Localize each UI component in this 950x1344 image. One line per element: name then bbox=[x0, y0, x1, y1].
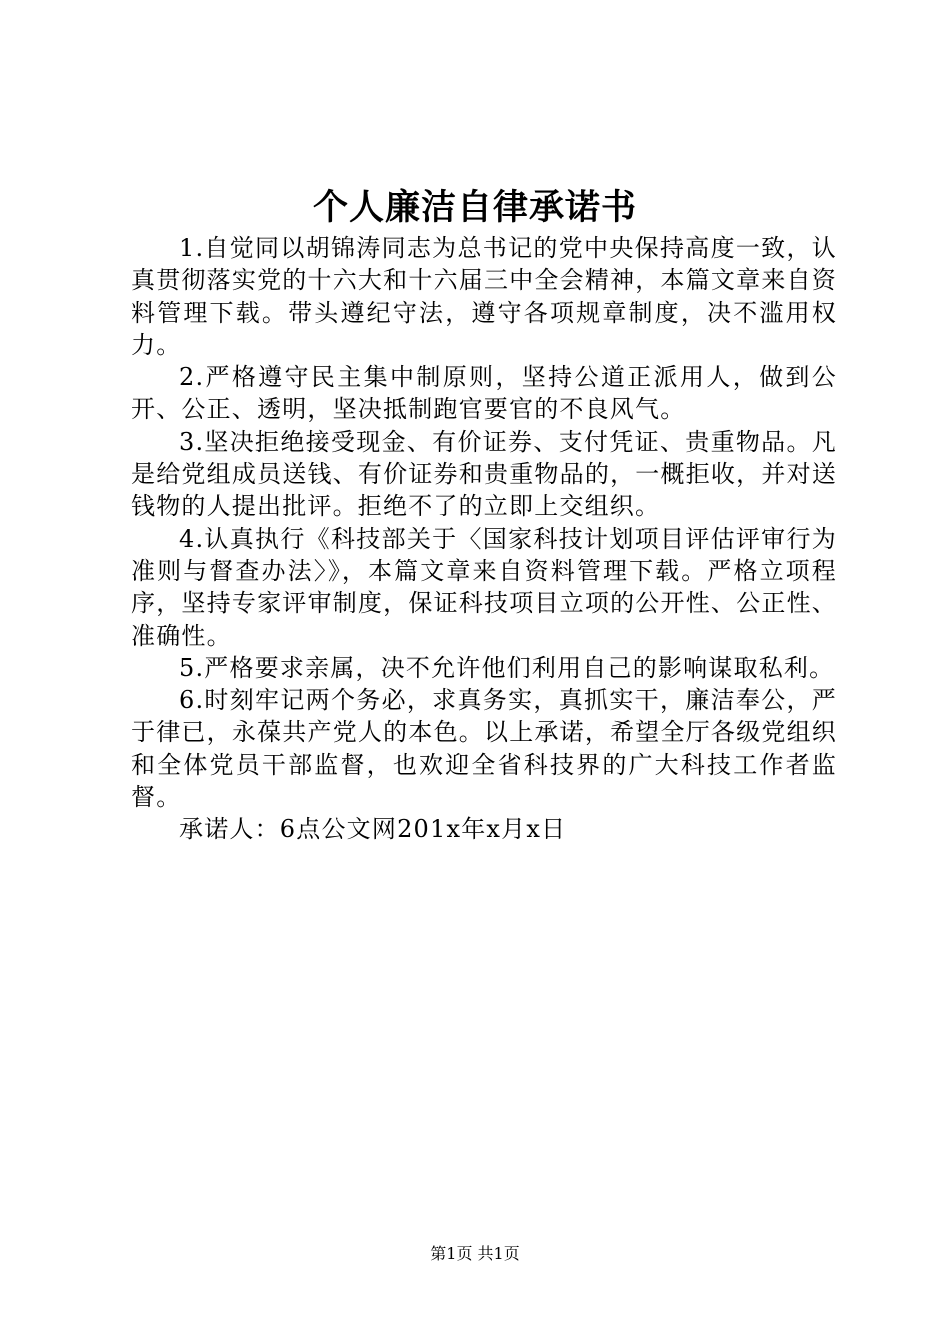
paragraph-1: 1.自觉同以胡锦涛同志为总书记的党中央保持高度一致，认真贯彻落实党的十六大和十六届三中全会精神，本篇文章来自资料管理下载。带头遵纪守法，遵守各项规章制度，决不滥用权力。 bbox=[131, 234, 837, 359]
paragraph-4: 4.认真执行《科技部关于〈国家科技计划项目评估评审行为准则与督查办法〉》，本篇文章来自资料管理下载。严格立项程序，坚持专家评审制度，保证科技项目立项的公开性、公正性、准确性。 bbox=[131, 524, 837, 650]
page-number-footer: 第1页 共1页 bbox=[430, 1244, 520, 1263]
paragraph-5: 5.严格要求亲属，决不允许他们利用自己的影响谋取私利。 bbox=[179, 653, 835, 682]
paragraph-3: 3.坚决拒绝接受现金、有价证券、支付凭证、贵重物品。凡是给党组成员送钱、有价证券和贵重物品的，一概拒收，并对送钱物的人提出批评。拒绝不了的立即上交组织。 bbox=[131, 427, 837, 521]
document-body bbox=[131, 232, 837, 846]
paragraph-6: 6.时刻牢记两个务必，求真务实，真抓实干，廉洁奉公，严于律已，永葆共产党人的本色。以上承诺，希望全厅各级党组织和全体党员干部监督，也欢迎全省科技界的广大科技工作者监督。 bbox=[131, 686, 837, 812]
paragraph-2: 2.严格遵守民主集中制原则，坚持公道正派用人，做到公开、公正、透明，坚决抵制跑官要官的不良风气。 bbox=[131, 363, 837, 424]
signature-line: 承诺人：6点公文网201x年x月x日 bbox=[179, 815, 567, 844]
document-title: 个人廉洁自律承诺书 bbox=[312, 187, 637, 228]
